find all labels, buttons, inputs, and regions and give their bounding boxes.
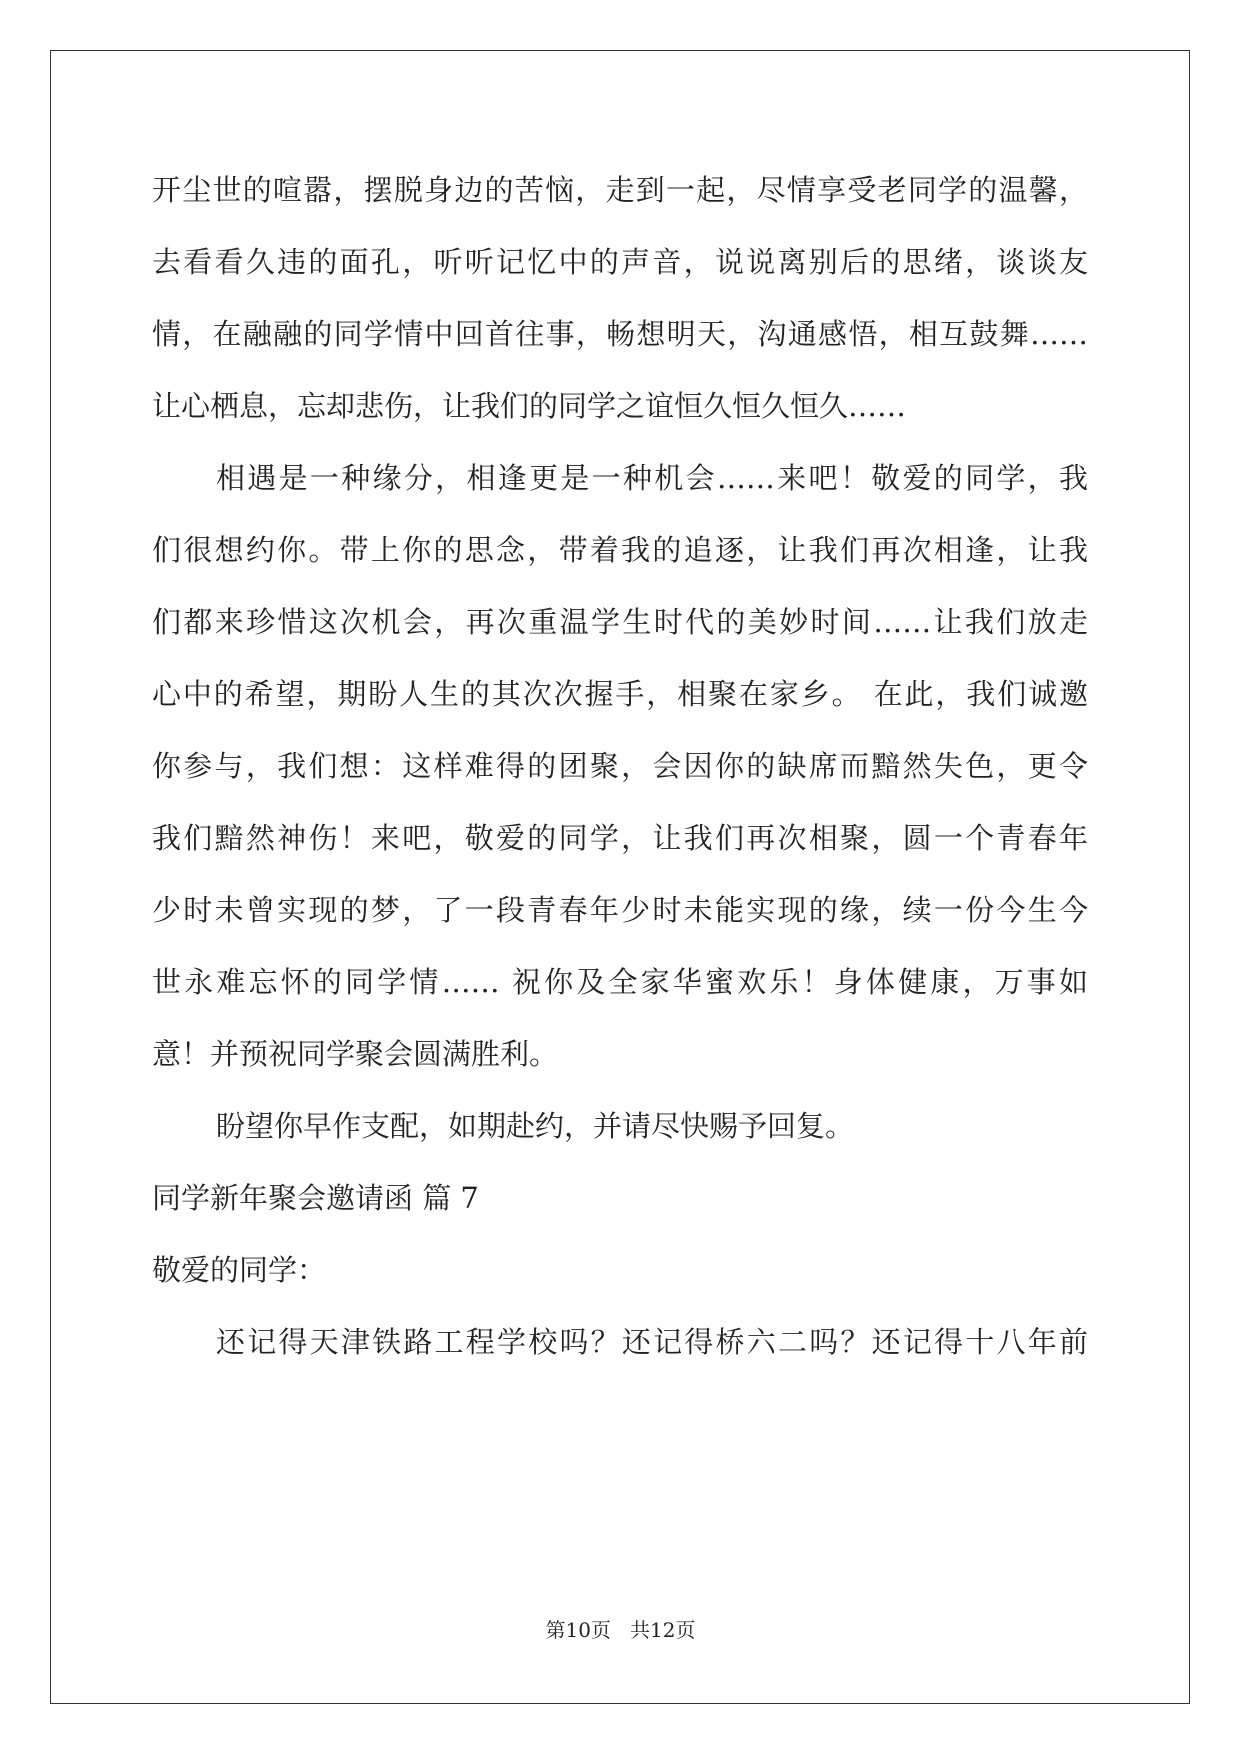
section-heading: 同学新年聚会邀请函 篇 7 bbox=[152, 1181, 479, 1215]
text-line: 意！并预祝同学聚会圆满胜利。 bbox=[152, 1037, 559, 1071]
text-line: 让心栖息，忘却悲伤，让我们的同学之谊恒久恒久恒久…… bbox=[152, 389, 907, 423]
paragraph-start-line: 盼望你早作支配，如期赴约，并请尽快赐予回复。 bbox=[216, 1109, 855, 1143]
text-line: 我们黯然神伤！来吧，敬爱的同学，让我们再次相聚，圆一个青春年 bbox=[152, 821, 1088, 855]
text-line: 你参与，我们想：这样难得的团聚，会因你的缺席而黯然失色，更令 bbox=[152, 749, 1088, 783]
paragraph-start-line: 还记得天津铁路工程学校吗？还记得桥六二吗？还记得十八年前 bbox=[216, 1325, 1088, 1359]
paragraph-start-line: 相遇是一种缘分，相逢更是一种机会……来吧！敬爱的同学，我 bbox=[216, 461, 1088, 495]
page-total: 共12页 bbox=[630, 1618, 696, 1642]
text-line: 心中的希望，期盼人生的其次次握手，相聚在家乡。 在此，我们诚邀 bbox=[152, 677, 1088, 711]
text-line: 世永难忘怀的同学情…… 祝你及全家华蜜欢乐！身体健康，万事如 bbox=[152, 965, 1088, 999]
text-line: 去看看久违的面孔，听听记忆中的声音，说说离别后的思绪，谈谈友 bbox=[152, 245, 1088, 279]
text-line: 们很想约你。带上你的思念，带着我的追逐，让我们再次相逢，让我 bbox=[152, 533, 1088, 567]
page-number: 第10页 bbox=[545, 1618, 611, 1642]
salutation: 敬爱的同学： bbox=[152, 1253, 327, 1287]
page-border bbox=[50, 50, 1190, 1704]
text-line: 少时未曾实现的梦，了一段青春年少时未能实现的缘，续一份今生今 bbox=[152, 893, 1088, 927]
text-line: 开尘世的喧嚣，摆脱身边的苦恼，走到一起，尽情享受老同学的温馨， bbox=[152, 173, 1088, 207]
text-line: 们都来珍惜这次机会，再次重温学生时代的美妙时间……让我们放走 bbox=[152, 605, 1088, 639]
page-footer bbox=[0, 1614, 1241, 1643]
text-line: 情，在融融的同学情中回首往事，畅想明天，沟通感悟，相互鼓舞…… bbox=[152, 317, 1088, 351]
